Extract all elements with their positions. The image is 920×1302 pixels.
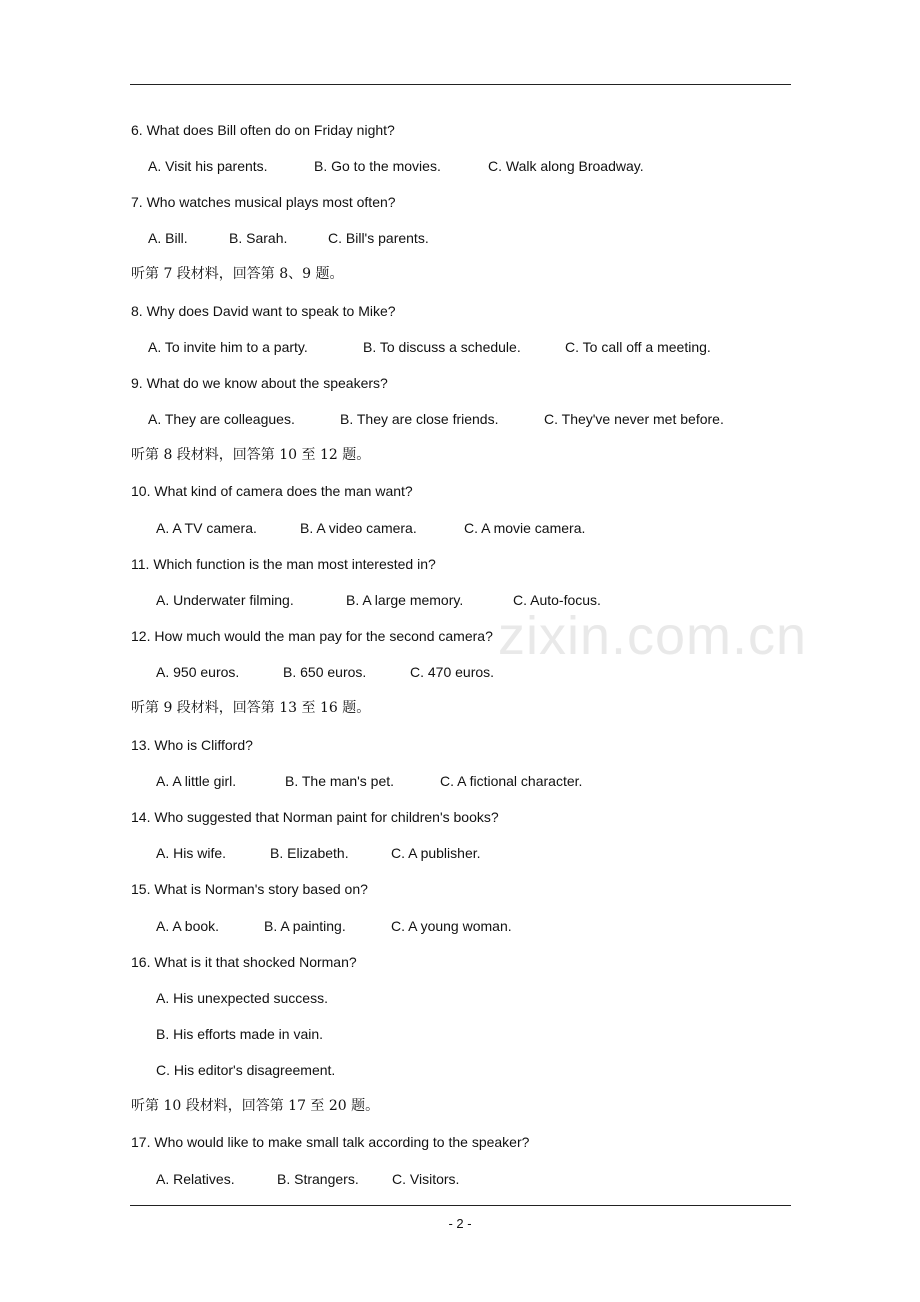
section-heading-8: 听第 8 段材料，回答第 10 至 12 题。 [131, 447, 371, 463]
q17-option-a: A. Relatives. [156, 1171, 235, 1187]
q17-option-c: C. Visitors. [392, 1171, 460, 1187]
q15-option-a: A. A book. [156, 918, 220, 934]
q11-option-a: A. Underwater filming. [156, 592, 294, 608]
q16-option-a: A. His unexpected success. [156, 990, 328, 1006]
q9-option-a: A. They are colleagues. [148, 411, 295, 427]
question-16: 16. What is it that shocked Norman? [131, 954, 357, 970]
q14-option-b: B. Elizabeth. [270, 845, 349, 861]
q10-option-c: C. A movie camera. [464, 520, 586, 536]
q11-option-b: B. A large memory. [346, 592, 464, 608]
question-15: 15. What is Norman's story based on? [131, 881, 368, 897]
question-9: 9. What do we know about the speakers? [131, 375, 388, 391]
question-13: 13. Who is Clifford? [131, 737, 253, 753]
q8-option-c: C. To call off a meeting. [565, 339, 711, 355]
q6-option-c: C. Walk along Broadway. [488, 158, 644, 174]
question-8: 8. Why does David want to speak to Mike? [131, 303, 396, 319]
question-7: 7. Who watches musical plays most often? [131, 194, 396, 210]
page-number: - 2 - [448, 1216, 472, 1231]
q10-option-b: B. A video camera. [300, 520, 417, 536]
q9-option-c: C. They've never met before. [544, 411, 724, 427]
q7-option-c: C. Bill's parents. [328, 230, 429, 246]
section-heading-7: 听第 7 段材料，回答第 8、9 题。 [131, 266, 344, 282]
question-17: 17. Who would like to make small talk according to the speaker? [131, 1134, 530, 1150]
q11-option-c: C. Auto-focus. [513, 592, 601, 608]
q7-option-a: A. Bill. [148, 230, 188, 246]
header-rule [130, 84, 791, 85]
q17-option-b: B. Strangers. [277, 1171, 359, 1187]
q9-option-b: B. They are close friends. [340, 411, 499, 427]
question-6: 6. What does Bill often do on Friday night? [131, 122, 395, 138]
question-11: 11. Which function is the man most interested in? [131, 556, 436, 572]
q15-option-b: B. A painting. [264, 918, 346, 934]
q8-option-b: B. To discuss a schedule. [363, 339, 521, 355]
q16-option-b: B. His efforts made in vain. [156, 1026, 324, 1042]
footer-rule [130, 1205, 791, 1206]
q10-option-a: A. A TV camera. [156, 520, 257, 536]
section-heading-9: 听第 9 段材料，回答第 13 至 16 题。 [131, 700, 371, 716]
q6-option-b: B. Go to the movies. [314, 158, 441, 174]
q14-option-c: C. A publisher. [391, 845, 481, 861]
q15-option-c: C. A young woman. [391, 918, 512, 934]
watermark: zixin.com.cn [498, 606, 808, 666]
q7-option-b: B. Sarah. [229, 230, 288, 246]
question-14: 14. Who suggested that Norman paint for children's books? [131, 809, 499, 825]
q16-option-c: C. His editor's disagreement. [156, 1062, 336, 1078]
q12-option-c: C. 470 euros. [410, 664, 495, 680]
section-heading-10: 听第 10 段材料，回答第 17 至 20 题。 [131, 1098, 380, 1114]
question-12: 12. How much would the man pay for the second camera? [131, 628, 493, 644]
q13-option-a: A. A little girl. [156, 773, 237, 789]
q12-option-a: A. 950 euros. [156, 664, 240, 680]
q6-option-a: A. Visit his parents. [148, 158, 268, 174]
question-10: 10. What kind of camera does the man want? [131, 483, 413, 499]
q12-option-b: B. 650 euros. [283, 664, 367, 680]
q13-option-c: C. A fictional character. [440, 773, 583, 789]
q8-option-a: A. To invite him to a party. [148, 339, 308, 355]
q13-option-b: B. The man's pet. [285, 773, 395, 789]
q14-option-a: A. His wife. [156, 845, 227, 861]
